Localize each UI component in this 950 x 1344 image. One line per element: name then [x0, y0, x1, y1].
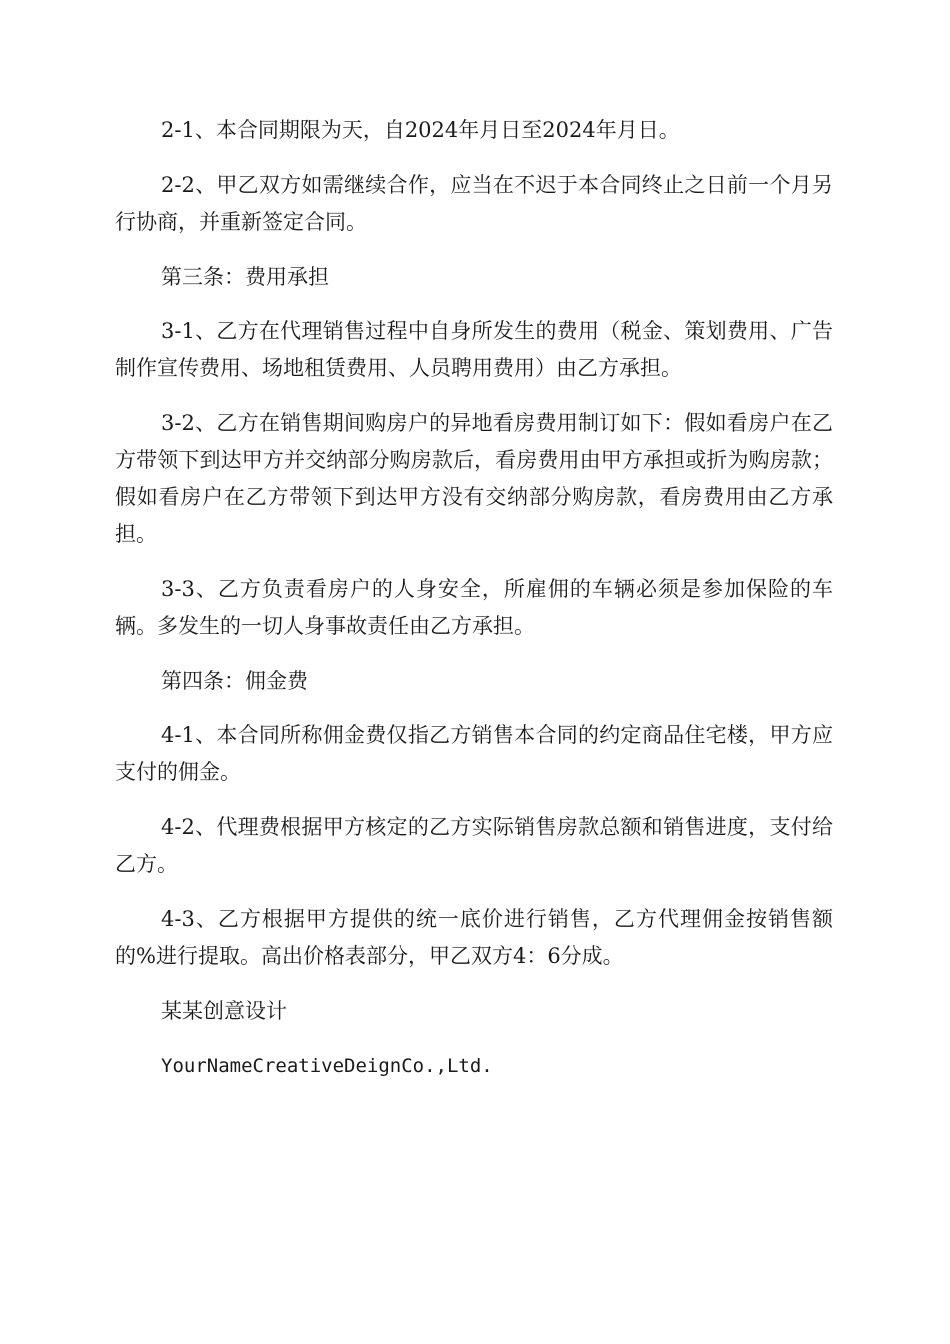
clause-2-1: 2-1、本合同期限为天，自2024年月日至2024年月日。	[161, 118, 680, 142]
article-3-heading: 第三条：费用承担	[161, 265, 329, 289]
clause-2-2: 2-2、甲乙双方如需继续合作，应当在不迟于本合同终止之日前一个月另行协商，并重新签定合同。	[115, 173, 833, 234]
clause-4-1: 4-1、本合同所称佣金费仅指乙方销售本合同的约定商品住宅楼，甲方应支付的佣金。	[115, 723, 833, 784]
clause-4-2: 4-2、代理费根据甲方核定的乙方实际销售房款总额和销售进度，支付给乙方。	[115, 815, 833, 876]
clause-4-3: 4-3、乙方根据甲方提供的统一底价进行销售，乙方代理佣金按销售额的%进行提取。高出价格表部分，甲乙双方4：6分成。	[115, 907, 833, 968]
document-body	[115, 112, 833, 1103]
article-4-heading: 第四条：佣金费	[161, 669, 308, 693]
company-name-cn: 某某创意设计	[161, 999, 287, 1023]
company-name-en: YourNameCreativeDeignCo.,Ltd.	[161, 1055, 493, 1077]
clause-3-3: 3-3、乙方负责看房户的人身安全，所雇佣的车辆必须是参加保险的车辆。多发生的一切人身事故责任由乙方承担。	[115, 577, 833, 638]
clause-3-1: 3-1、乙方在代理销售过程中自身所发生的费用（税金、策划费用、广告制作宣传费用、场地租赁费用、人员聘用费用）由乙方承担。	[115, 319, 833, 380]
clause-3-2: 3-2、乙方在销售期间购房户的异地看房费用制订如下：假如看房户在乙方带领下到达甲方并交纳部分购房款后，看房费用由甲方承担或折为购房款；假如看房户在乙方带领下到达甲方没有交纳部分购房款，看房费用由乙方承担。	[115, 411, 833, 546]
